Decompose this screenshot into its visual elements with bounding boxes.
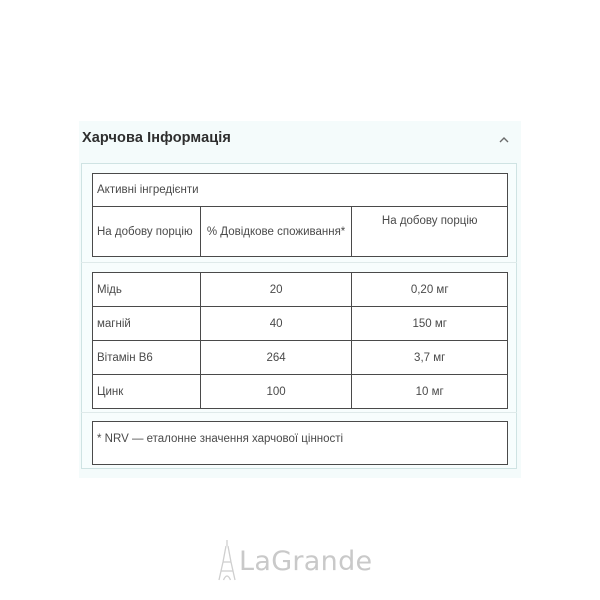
ingredient-name: магній [93, 307, 201, 341]
header-per-serving: На добову порцію [93, 207, 201, 257]
ingredient-name: Цинк [93, 375, 201, 409]
table-row [93, 341, 508, 375]
ingredients-header-table [92, 173, 508, 257]
footnote: * NRV — еталонне значення харчової цінності [93, 422, 508, 465]
ingredient-ri: 100 [200, 375, 352, 409]
ingredient-ri: 20 [200, 273, 352, 307]
footnote-table [92, 421, 508, 465]
table-row [93, 375, 508, 409]
ingredient-amount: 3,7 мг [352, 341, 508, 375]
active-ingredients-label: Активні інгредієнти [93, 174, 508, 207]
ingredient-amount: 150 мг [352, 307, 508, 341]
chevron-up-icon[interactable] [497, 133, 511, 147]
logo-text: LaGrande [239, 546, 373, 577]
ingredient-ri: 264 [200, 341, 352, 375]
ingredient-amount: 10 мг [352, 375, 508, 409]
panel-header[interactable] [79, 121, 521, 159]
section-divider [81, 412, 517, 413]
ingredient-name: Вітамін В6 [93, 341, 201, 375]
table-row [93, 273, 508, 307]
panel-title: Харчова Інформація [82, 130, 231, 146]
header-reference-intake: % Довідкове споживання* [200, 207, 352, 257]
ingredient-name: Мідь [93, 273, 201, 307]
eiffel-tower-icon [217, 538, 237, 582]
section-divider [81, 262, 517, 263]
ingredient-ri: 40 [200, 307, 352, 341]
header-per-serving-amount: На добову порцію [352, 207, 508, 257]
ingredients-table [92, 272, 508, 409]
ingredient-amount: 0,20 мг [352, 273, 508, 307]
table-row [93, 307, 508, 341]
lagrande-logo [217, 538, 387, 584]
